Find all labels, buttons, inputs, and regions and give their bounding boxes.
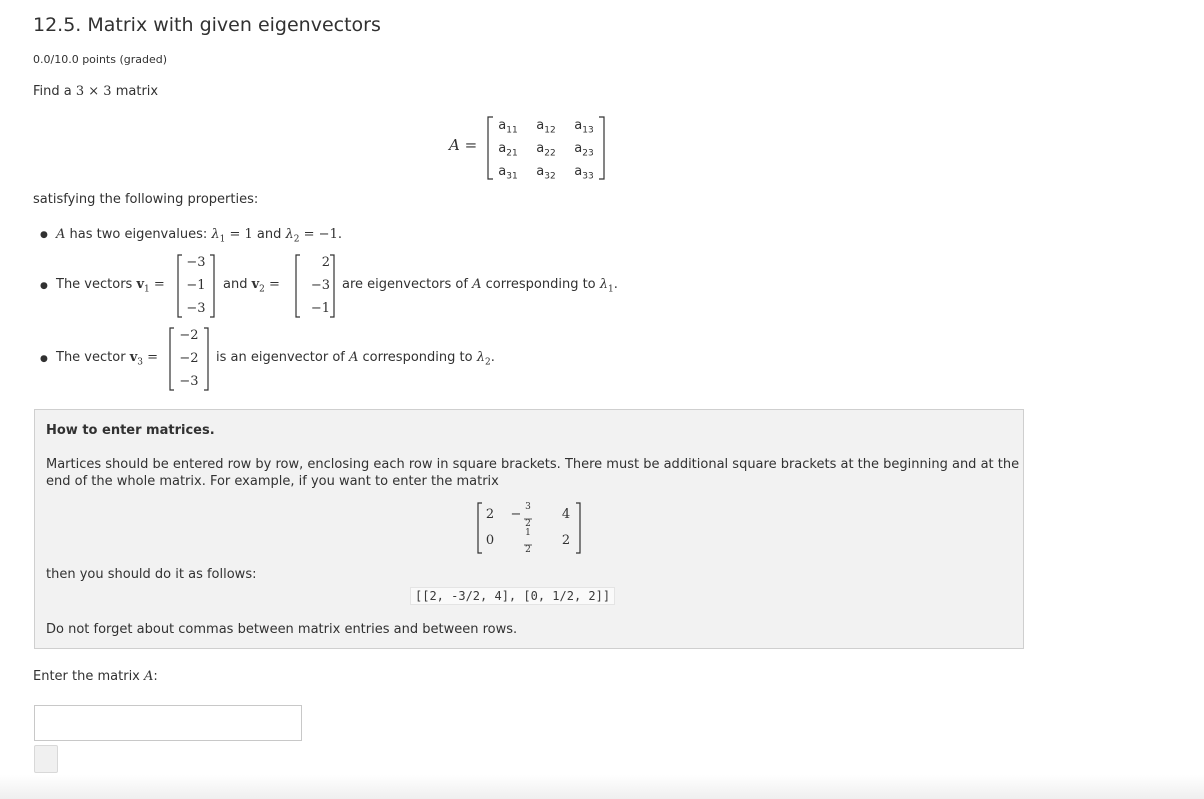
example-den: 2 (525, 519, 531, 529)
example-den: 2 (525, 545, 531, 555)
vector-v2 (294, 254, 336, 318)
a33: $a_{33}$ (574, 164, 594, 182)
problem-title: 12.5. Matrix with given eigenvectors (33, 14, 381, 36)
a22: $a_{22}$ (536, 141, 556, 159)
submit-button[interactable] (34, 745, 58, 773)
satisfying-text: satisfying the following properties: (33, 192, 259, 207)
v1-entry: −3 (186, 301, 206, 316)
help-line2: end of the whole matrix. For example, if you want to enter the matrix (46, 474, 499, 489)
bullet-v3-text1: The vector $v_3$ = (56, 350, 159, 368)
enter-matrix-label: Enter the matrix A: (33, 669, 158, 684)
intro-text: Find a 3 × 3 matrix (33, 84, 159, 99)
bullet-v3-text2: is an eigenvector of A corresponding to $\lambda_2$. (216, 350, 495, 368)
example-num: 1 (525, 528, 531, 538)
bullet-eigenvalues: A has two eigenvalues: $\lambda_1 = 1$ and $\lambda_2 = -1$. (56, 227, 342, 245)
a11: $a_{11}$ (498, 118, 518, 136)
matrix-a-lhs: A = (449, 136, 478, 154)
a13: $a_{13}$ (574, 118, 594, 136)
v2-entry: 2 (321, 255, 330, 270)
example-num: 3 (525, 502, 531, 512)
vector-v3 (168, 327, 210, 391)
bullet-dot: ● (40, 281, 48, 291)
v1-entry: −3 (186, 255, 206, 270)
v1-entry: −1 (186, 278, 206, 293)
a21: $a_{21}$ (498, 141, 518, 159)
v2-entry: −1 (310, 301, 330, 316)
v3-entry: −2 (179, 328, 199, 343)
example-minus: − (510, 507, 522, 522)
example-entry: 2 (485, 507, 495, 522)
v2-entry: −3 (310, 278, 330, 293)
help-heading: How to enter matrices. (46, 423, 215, 438)
example-entry: 4 (561, 507, 571, 522)
matrix-a (485, 116, 607, 180)
example-entry: 0 (485, 533, 495, 548)
example-code: [[2, -3/2, 4], [0, 1/2, 2]] (410, 587, 615, 605)
help-line1: Martices should be entered row by row, enclosing each row in square brackets. There must be additional square brackets at the beginning and at the (46, 457, 1020, 472)
a32: $a_{32}$ (536, 164, 556, 182)
v3-entry: −3 (179, 374, 199, 389)
help-reminder: Do not forget about commas between matrix entries and between rows. (46, 622, 518, 637)
answer-input[interactable] (34, 705, 302, 741)
vector-v1 (176, 254, 216, 318)
bullet-vectors-and: and $v_2$ = (223, 277, 280, 295)
a23: $a_{23}$ (574, 141, 594, 159)
a31: $a_{31}$ (498, 164, 518, 182)
a12: $a_{12}$ (536, 118, 556, 136)
bullet-vectors-text1: The vectors $v_1$ = (56, 277, 165, 295)
matrix-entry-help-box (34, 409, 1024, 649)
help-then: then you should do it as follows: (46, 567, 257, 582)
example-entry: 2 (561, 533, 571, 548)
example-matrix (476, 502, 582, 554)
v3-entry: −2 (179, 351, 199, 366)
bottom-fade (0, 775, 1204, 799)
bullet-dot: ● (40, 354, 48, 364)
bullet-dot: ● (40, 230, 48, 240)
bullet-vectors-text2: are eigenvectors of A corresponding to $\lambda_1$. (342, 277, 618, 295)
points-label: 0.0/10.0 points (graded) (33, 53, 168, 66)
